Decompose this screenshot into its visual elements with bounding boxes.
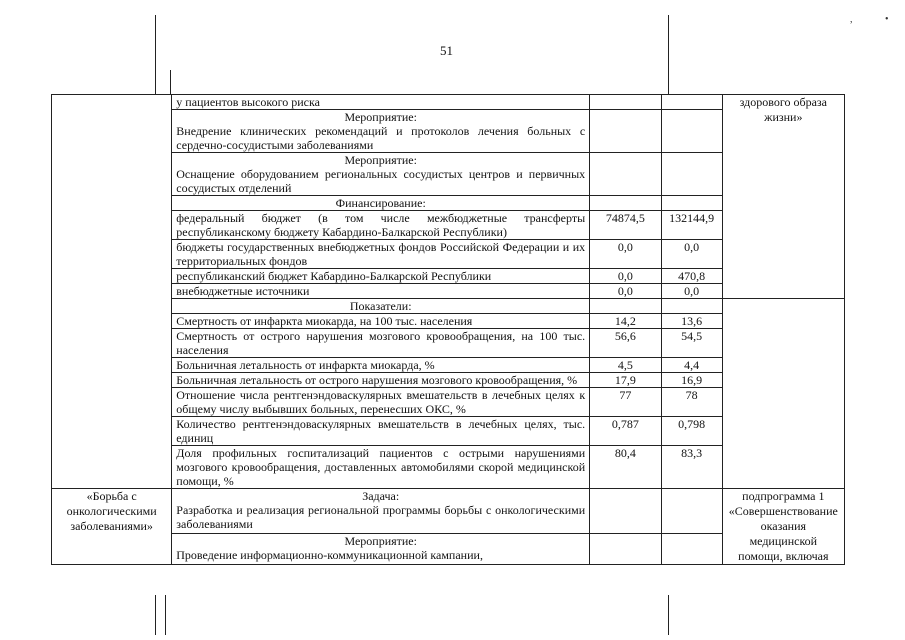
cell-value bbox=[661, 489, 722, 534]
cell-value: 17,9 bbox=[590, 373, 661, 388]
scan-mark: , bbox=[850, 14, 853, 25]
cell-value: 54,5 bbox=[661, 329, 722, 358]
row-text: Проведение информационно-коммуникационной кампании, bbox=[176, 548, 483, 563]
cell-value bbox=[661, 110, 722, 153]
cell-value: 0,798 bbox=[661, 417, 722, 446]
margin-line-left bbox=[155, 15, 156, 95]
cell-value: 14,2 bbox=[590, 314, 661, 329]
margin-line-bottom-left2 bbox=[165, 595, 166, 635]
cell-text bbox=[172, 534, 590, 565]
cell-value bbox=[590, 110, 661, 153]
cell-text: Смертность от инфаркта миокарда, на 100 тыс. населения bbox=[172, 314, 590, 329]
cell-value: 56,6 bbox=[590, 329, 661, 358]
cell-value bbox=[661, 196, 722, 211]
cell-value: 4,5 bbox=[590, 358, 661, 373]
cell-value bbox=[590, 489, 661, 534]
cell-value bbox=[661, 153, 722, 196]
margin-line-right bbox=[668, 15, 669, 95]
side-note: здорового образа жизни» bbox=[722, 95, 844, 299]
cell-value bbox=[590, 95, 661, 110]
cell-value: 77 bbox=[590, 388, 661, 417]
program-table bbox=[51, 94, 845, 565]
cell-text: бюджеты государственных внебюджетных фондов Российской Федерации и их территориальных фондов bbox=[172, 240, 590, 269]
cell-text: у пациентов высокого риска bbox=[172, 95, 590, 110]
cell-text: Смертность от острого нарушения мозгового кровообращения, на 100 тыс. населения bbox=[172, 329, 590, 358]
cell-value: 4,4 bbox=[661, 358, 722, 373]
cell-text: Отношение числа рентгенэндоваскулярных вмешательств в лечебных целях к общему числу выбывших больных, перенесших ОКС, % bbox=[172, 388, 590, 417]
cell-value: 78 bbox=[661, 388, 722, 417]
scan-mark-2: • bbox=[885, 14, 889, 25]
cell-value: 16,9 bbox=[661, 373, 722, 388]
cell-value: 80,4 bbox=[590, 446, 661, 489]
cell-value: 0,0 bbox=[590, 240, 661, 269]
cell-value: 0,0 bbox=[661, 284, 722, 299]
cell-value: 83,3 bbox=[661, 446, 722, 489]
side-note bbox=[722, 299, 844, 489]
margin-line-left2 bbox=[170, 70, 171, 95]
row-heading: Мероприятие: bbox=[344, 153, 417, 167]
cell-value bbox=[661, 299, 722, 314]
margin-line-bottom-left bbox=[155, 595, 156, 635]
row-text: Разработка и реализация региональной программы борьбы с онкологическими заболеваниями bbox=[176, 503, 586, 531]
side-note: подпрограмма 1 «Совершенствование оказания медицинской помощи, включая bbox=[722, 489, 844, 565]
row-heading: Мероприятие: bbox=[344, 110, 417, 124]
row-text: Оснащение оборудованием региональных сосудистых центров и первичных сосудистых отделений bbox=[176, 167, 586, 195]
cell-text: Больничная летальность от острого нарушения мозгового кровообращения, % bbox=[172, 373, 590, 388]
cell-text bbox=[172, 153, 590, 196]
cell-value: 470,8 bbox=[661, 269, 722, 284]
cell-value bbox=[661, 95, 722, 110]
section-cell bbox=[52, 95, 172, 489]
cell-value bbox=[590, 196, 661, 211]
cell-text: федеральный бюджет (в том числе межбюджетные трансферты республиканскому бюджету Кабардино-Балкарской Республики) bbox=[172, 211, 590, 240]
cell-value: 74874,5 bbox=[590, 211, 661, 240]
table-row bbox=[52, 95, 845, 110]
cell-value: 0,0 bbox=[590, 284, 661, 299]
cell-value: 0,0 bbox=[590, 269, 661, 284]
row-heading: Показатели: bbox=[172, 299, 590, 314]
row-text: Внедрение клинических рекомендаций и протоколов лечения больных с сердечно-сосудистыми заболеваниями bbox=[176, 124, 586, 152]
cell-text: внебюджетные источники bbox=[172, 284, 590, 299]
cell-text: республиканский бюджет Кабардино-Балкарской Республики bbox=[172, 269, 590, 284]
cell-text: Количество рентгенэндоваскулярных вмешательств в лечебных целях, тыс. единиц bbox=[172, 417, 590, 446]
margin-line-bottom-right bbox=[668, 595, 669, 635]
cell-value: 132144,9 bbox=[661, 211, 722, 240]
cell-value bbox=[590, 534, 661, 565]
row-heading: Задача: bbox=[362, 489, 400, 503]
cell-value bbox=[590, 153, 661, 196]
cell-value bbox=[661, 534, 722, 565]
cell-value: 0,787 bbox=[590, 417, 661, 446]
cell-text bbox=[172, 489, 590, 534]
cell-text bbox=[172, 110, 590, 153]
row-heading: Мероприятие: bbox=[344, 534, 417, 549]
section-title: «Борьба с онкологическими заболеваниями» bbox=[52, 489, 172, 565]
cell-value: 0,0 bbox=[661, 240, 722, 269]
cell-value bbox=[590, 299, 661, 314]
cell-text: Доля профильных госпитализаций пациентов с острыми нарушениями мозгового кровообращения, доставленных автомобилями скорой медицинской помощи, % bbox=[172, 446, 590, 489]
page-number: 51 bbox=[440, 43, 453, 58]
row-heading: Финансирование: bbox=[172, 196, 590, 211]
cell-text: Больничная летальность от инфаркта миокарда, % bbox=[172, 358, 590, 373]
cell-value: 13,6 bbox=[661, 314, 722, 329]
table-row bbox=[52, 489, 845, 534]
